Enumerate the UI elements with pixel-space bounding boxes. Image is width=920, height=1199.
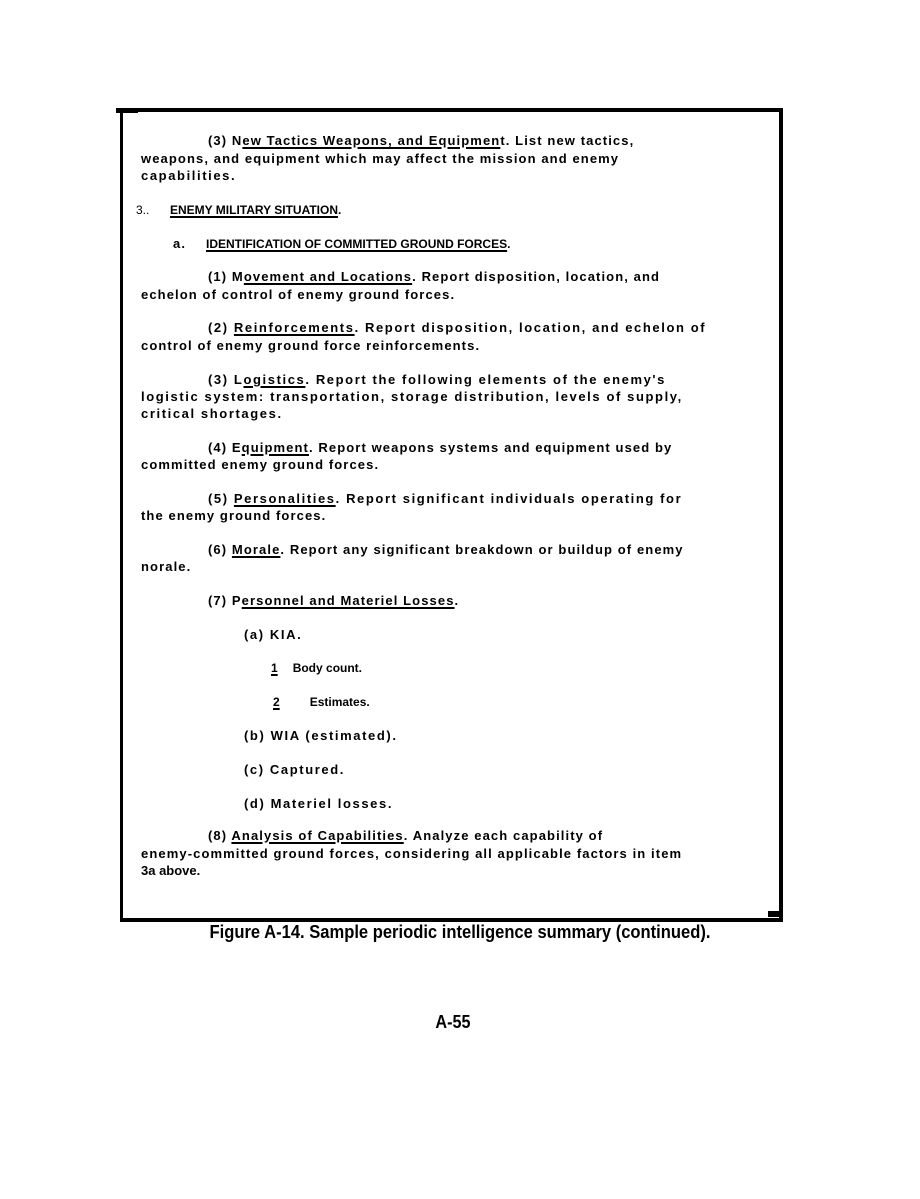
reinforcements-line-2: control of enemy ground force reinforcements. <box>141 338 481 353</box>
section-3-number: 3.. <box>136 203 150 217</box>
equipment-line-2: committed enemy ground forces. <box>141 457 380 472</box>
morale-line-2: norale. <box>141 559 192 574</box>
tactics-line-2: weapons, and equipment which may affect the mission and enemy <box>141 151 620 166</box>
estimates-number: 2 <box>273 695 280 709</box>
body-count-item <box>271 660 362 676</box>
losses-title: ersonnel and Materiel Losses <box>241 593 455 608</box>
captured-item: (c) Captured. <box>244 762 345 777</box>
estimates-item <box>273 694 370 710</box>
materiel-losses-item: (d) Materiel losses. <box>244 796 394 811</box>
logistics-line-2: logistic system: transportation, storage distribution, levels of supply, <box>141 389 683 404</box>
morale-title: Morale <box>231 542 281 557</box>
movement-heading-line: (1) Movement and Locations. Report disposition, location, and <box>208 269 661 284</box>
section-3-title: ENEMY MILITARY SITUATION <box>170 203 339 217</box>
reinforcements-heading-line: (2) Reinforcements. Report disposition, location, and echelon of <box>208 320 707 335</box>
tactics-heading-line <box>208 133 634 149</box>
equipment-title: quipment <box>241 440 309 455</box>
analysis-heading-line: (8) Analysis of Capabilities. Analyze each capability of <box>208 828 604 843</box>
tactics-number: (3) N <box>208 133 243 148</box>
equipment-heading-line: (4) Equipment. Report weapons systems and equipment used by <box>208 440 673 455</box>
body-count-text: Body count. <box>292 661 363 675</box>
page-number: A-55 <box>435 1012 471 1032</box>
analysis-line-2: enemy-committed ground forces, considering all applicable factors in item <box>141 846 683 861</box>
body-count-number: 1 <box>271 661 278 675</box>
morale-heading-line: (6) Morale. Report any significant breakdown or buildup of enemy <box>208 542 684 557</box>
logistics-heading-line: (3) Logistics. Report the following elements of the enemy's <box>208 372 666 387</box>
section-a-title: IDENTIFICATION OF COMMITTED GROUND FORCES <box>206 237 508 251</box>
kia-item: (a) KIA. <box>244 627 303 642</box>
personalities-title: Personalities <box>233 491 336 506</box>
losses-heading-line: (7) Personnel and Materiel Losses. <box>208 593 460 608</box>
figure-caption: Figure A-14. Sample periodic intelligence summary (continued). <box>209 922 711 942</box>
movement-line-2: echelon of control of enemy ground forces. <box>141 287 456 302</box>
estimates-text: Estimates. <box>309 695 370 709</box>
frame-corner-mark <box>116 108 138 113</box>
section-a-number: a. <box>173 236 187 251</box>
reinforcements-title: Reinforcements <box>233 320 355 335</box>
frame-corner-mark <box>768 911 780 917</box>
tactics-title: ew Tactics Weapons, and Equipmen <box>242 133 501 148</box>
personalities-line-2: the enemy ground forces. <box>141 508 327 523</box>
wia-item: (b) WIA (estimated). <box>244 728 398 743</box>
tactics-text: t. List new tactics, <box>500 133 635 148</box>
tactics-line-3: capabilities. <box>141 168 237 183</box>
logistics-line-3: critical shortages. <box>141 406 283 421</box>
analysis-line-3: 3a above. <box>141 863 201 878</box>
logistics-title: ogistics <box>243 372 306 387</box>
analysis-title: Analysis of Capabilities <box>231 828 404 843</box>
personalities-heading-line: (5) Personalities. Report significant individuals operating for <box>208 491 683 506</box>
section-3-heading: ENEMY MILITARY SITUATION. <box>170 203 342 217</box>
section-a-heading: IDENTIFICATION OF COMMITTED GROUND FORCES. <box>206 237 511 251</box>
movement-title: ovement and Locations <box>243 269 413 284</box>
